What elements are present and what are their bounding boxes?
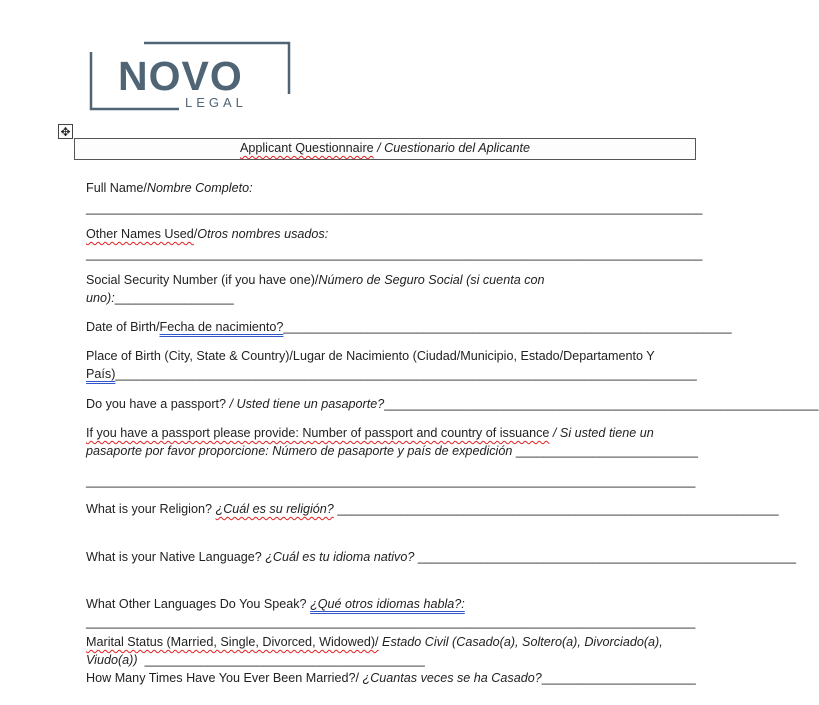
title-spanish: Cuestionario del Aplicante xyxy=(384,141,531,155)
full-name-label: Full Name/Nombre Completo: xyxy=(86,181,253,195)
passport-info-line[interactable]: _______________________________________________________________________________________ xyxy=(86,474,696,488)
religion-field[interactable]: What is your Religion? ¿Cuál es su religión? _______________________________________________________________ xyxy=(86,502,779,516)
other-languages-label: What Other Languages Do You Speak? ¿Qué otros idiomas habla?: xyxy=(86,597,465,611)
times-married-field[interactable]: How Many Times Have You Ever Been Married?/ ¿Cuantas veces se ha Casado?______________________ xyxy=(86,671,696,685)
passport-info-field[interactable]: pasaporte por favor proporcione: Número de pasaporte y país de expedición __________________________ xyxy=(86,444,698,458)
other-names-label: Other Names Used/Otros nombres usados: xyxy=(86,227,329,241)
dob-field[interactable]: Date of Birth/Fecha de nacimiento?________________________________________________________________ xyxy=(86,320,732,334)
novo-legal-logo xyxy=(89,42,291,110)
title-english: Applicant Questionnaire xyxy=(239,141,374,155)
other-languages-field[interactable]: _______________________________________________________________________________________ xyxy=(86,615,696,629)
passport-question[interactable]: Do you have a passport? / Usted tiene un pasaporte?______________________________________________________________ xyxy=(86,397,819,411)
marital-status-label: Marital Status (Married, Single, Divorced, Widowed)/ Estado Civil (Casado(a), Soltero(a), Divorciado(a), xyxy=(86,635,663,649)
table-move-handle-icon[interactable]: ✥ xyxy=(58,124,73,139)
passport-info-label: If you have a passport please provide: Number of passport and country of issuance / Si usted tiene un xyxy=(86,426,654,440)
title-separator: / xyxy=(373,141,385,155)
marital-status-field[interactable]: Viudo(a)) ________________________________________ xyxy=(86,653,425,667)
questionnaire-title xyxy=(74,138,696,160)
pob-label: Place of Birth (City, State & Country)/Lugar de Nacimiento (Ciudad/Municipio, Estado/Departamento Y xyxy=(86,349,655,363)
full-name-field[interactable]: ________________________________________________________________________________________ xyxy=(86,201,703,215)
ssn-label: Social Security Number (if you have one)/Número de Seguro Social (si cuenta con xyxy=(86,273,545,287)
other-names-field[interactable]: ________________________________________________________________________________________ xyxy=(86,247,703,261)
ssn-field[interactable]: uno):_________________ xyxy=(86,291,234,305)
native-language-field[interactable]: What is your Native Language? ¿Cuál es tu idioma nativo? ______________________________________________________ xyxy=(86,550,797,564)
pob-field[interactable]: País)___________________________________________________________________________________ xyxy=(86,367,697,381)
logo-wordmark: NOVO xyxy=(118,53,243,99)
logo-tagline: LEGAL xyxy=(185,95,247,110)
